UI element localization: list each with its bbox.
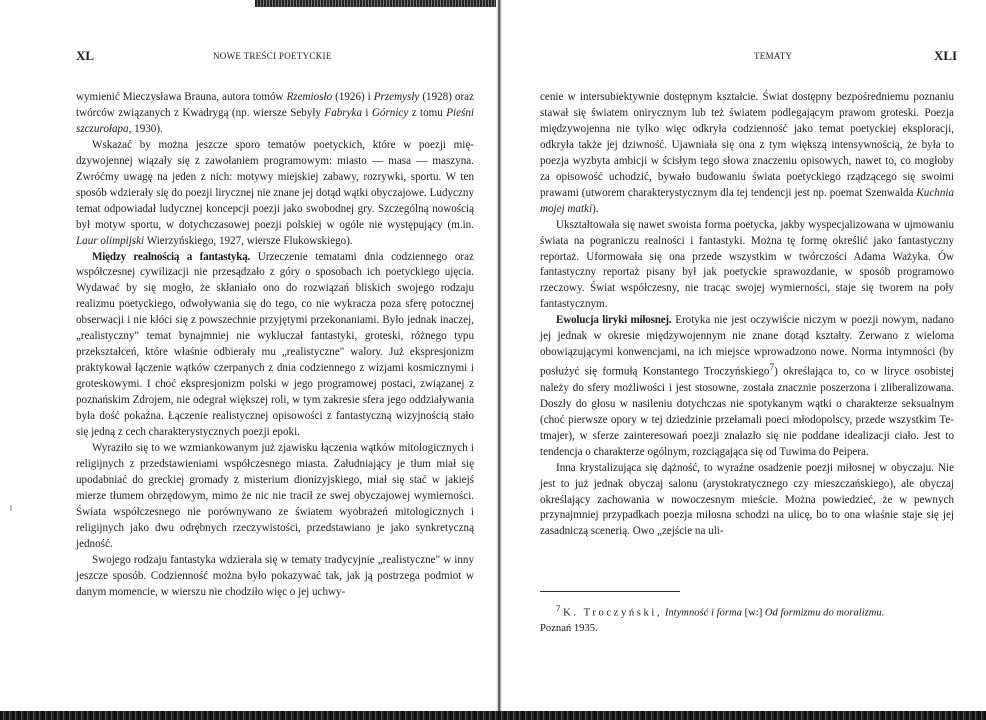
page-number: XLI <box>934 48 958 63</box>
scan-edge-bottom <box>0 711 986 720</box>
running-head: TEMATY <box>754 51 793 61</box>
italic-title: Pieśni szczurołapa, <box>76 106 474 135</box>
paragraph <box>540 313 954 460</box>
italic-title: Kuchnia mojej matki <box>540 186 954 215</box>
text-run: Urzeczenie tematami dnia codziennego oraz współczesnej cywilizacji nie przesądzało z góry o sposobach ich poetyckiego ujęcia. Wydawać by się mogło, że skłaniało ono do rozwiązań bliskich swojego rodzaju realizmu poetyckiego, odwoływania się do tego, co nie wykracza poza sferę potocznej obserwacji i nie kłóci się z powszechnie przyjętymi przekonaniami. Było jednak inaczej, „realistyczny" temat bynajmniej nie wykluczał fantastyki, groteski, różnego typu przekształceń, które właśnie odbierały mu „realistyczne" walory. Już ekspresjonizm praktykował łączenie wątków czerpanych z dnia codziennego z wizjami kosmicznymi i groteskowymi. I choć ekspresjonizm polski w jego programowej postaci, związanej z poznańskim Zdrojem, nie odegrał większej roli, w tym zakresie sfera jego oddziaływania była dość pokaźna. Łączenie realistycznej opisowości z fantastyczną wizyjnością stało się jedną z cech charakterystycznych poezji epoki. <box>76 250 474 439</box>
text-run: ). <box>592 202 599 215</box>
text-run: Ukształtowała się nawet swoista forma poetycka, jakby wyspecjalizowana w ujmowaniu świata na pograniczu realności i fantastyki. Można tę formę określić jako fantastyczny reportaż. Uformowała się ona przede wszystkim w twórczości Adama Ważyka. Ów fantastyczny reportaż pisany był jak poetyckie sprawozdanie, w sposób programowo rzeczowy. Świat współczesny, nie tracąc swojej wymierności, staje się tworem na poły fantastycznym. <box>540 218 954 311</box>
section-run-in-heading: Między realnością a fantastyką. <box>92 250 251 263</box>
text-run: Swojego rodzaju fantastyka wdzierała się w tematy tradycyjnie „realistyczne" w inny jeszcze sposób. Codzienność można było pokazywać tak, jak ją postrzega podmiot w danym momencie, w wierszu nie chodziło więc o jej uchwy- <box>76 553 474 598</box>
italic-title: Przemysły <box>373 91 420 103</box>
text-run: Wskazać by można jeszcze sporo tematów poetyckich, które w poezji międzywojennej wiązały się z zawołaniem programowym: miasto — masa — maszyna. Zwróćmy uwagę na jeden z nich: motywy miejskiej zabawy, rozrywki, sportu. W ten sposób wdzierały się do poezji lirycznej nie znane jej dotąd wątki obyczajowe. Ludyczny temat odpowiadał ludycznej koncepcji poezji jako swobodnej gry. Szczególną nowością był motyw sportu, w dotychczasowej poezji polskiej w ogóle nie występujący (m.in. <box>76 138 474 231</box>
right-page <box>502 0 986 712</box>
running-head: NOWE TREŚCI POETYCKIE <box>213 51 332 61</box>
italic-title: Fabryka <box>324 106 363 119</box>
footnote-title: Intymność i forma <box>664 607 742 619</box>
text-run: Erotyka nie jest oczywiście niczym w poezji nowym, nadano jej jednak w okresie międzywojennym nie znane dotąd kształty. Zerwano z wieloma obowiązującymi konwencjami, na ich miejsce wprowadzono nowe. Norma intymności (by posłużyć się formułą Konstantego Troczyńskiego <box>540 314 955 378</box>
footnote-rule <box>540 591 680 592</box>
paragraph <box>540 218 954 314</box>
paragraph <box>76 90 474 138</box>
paragraph <box>76 553 474 601</box>
italic-title: Laur olimpijski <box>76 234 145 247</box>
paragraph <box>76 441 474 553</box>
footnote-source: Od formizmu do moralizmu. <box>764 607 885 619</box>
footnote <box>540 601 954 636</box>
text-run: Wierzyńskiego, 1927, wiersze Flukowskiego). <box>144 234 353 247</box>
text-run: ) określająca to, co w liryce osobistej należy do sfery możliwości i jest stosowne, została znacznie poszerzona i zliberalizowana. Doszły do głosu w nasileniu dotychczas nie spotykanym wątki o charakterze seksualnym (choć pierwsze opory w tej dziedzinie przełamali poeci młodopolscy, przede wszystkim Tetmajer), w sferze zainteresowań poezji znalazło się nie poddane idealizacji ciało. Jest to tendencja o charakterze ogólnym, rozciągająca się od Tuwima do Peipera. <box>540 365 954 458</box>
footnote-place-year: Poznań 1935. <box>540 622 598 634</box>
footnote-ref: 7 <box>769 363 775 374</box>
page-number: XL <box>76 48 95 63</box>
text-run: Inna krystalizująca się dążność, to wyraźne osadzenie poezji miłosnej w obyczaju. Nie jest to już jednak obyczaj salonu (arystokratycznego czy mieszczańskiego), ale obyczaj określający zachowania w nowoczesnym mieście. Można powiedzieć, że w pewnych przynajmniej przypadkach poezja miłosna schodzi na ulicę, bo to ona właśnie staje się jej zasadniczą scenerią. Owo „zejście na uli- <box>540 461 954 538</box>
text-run: Wyraziło się to we wzmiankowanym już zjawisku łączenia wątków mitologicznych i religijnych z przedstawieniami współczesnego miasta. Załudniający je tłum miał się upodabniać do greckiej gromady z misterium dionizyjskiego, miał się stać w jakiejś mierze tłumem obrzędowym, mimo że nic nie tracił ze swej obyczajowej wymierności. Świata współczesnego nie porównywano ze światem wyobrażeń mitologicznych i religijnych jako dwu odrębnych rzeczywistości, przedstawiano je jako synkretyczną jedność. <box>76 441 474 550</box>
text-run: i <box>362 106 372 119</box>
italic-title: Rzemiosło <box>286 91 333 103</box>
text-run: wymienić Mieczysława Brauna, autora tomów <box>76 91 287 103</box>
paragraph <box>76 138 474 250</box>
section-run-in-heading: Ewolucja liryki miłosnej. <box>556 314 672 327</box>
paragraph <box>540 461 954 541</box>
paragraph <box>76 250 474 441</box>
text-run: cenie w intersubiektywnie dostępnym kształcie. Świat dostępny bezpośredniemu poznaniu stawał się światem onirycznym lub też światem podlegającym prawom groteski. Poezja międzywojenna nie tylko więc odkryła codzienność jako temat poetyckiej eksploracji, odkryła także jej dziwność. Ujawniała się ona z tym większą intensywnością, że była to poezja wyzbyta ambicji w ścisłym tego słowa znaczeniu opisowych, nawet to, co mogłoby za opisowość uchodzić, bywało budowaniu świata poetyckiego rządzącego się swoimi prawami (utworem charakterystycznym dla tej tendencji jest np. poemat Szenwalda <box>540 91 954 199</box>
italic-title: Górnicy <box>371 106 409 119</box>
footnote-mid: [w:] <box>741 607 765 619</box>
text-run: z tomu <box>408 106 447 119</box>
body-text <box>76 90 474 601</box>
body-text <box>540 90 954 540</box>
left-page <box>0 0 496 712</box>
text-run: 1930). <box>131 122 163 135</box>
text-run: (1928) oraz twórców związanych z Kwadrygą (np. wiersze Sebyły <box>76 91 474 119</box>
footnote-number: 7 <box>556 603 561 613</box>
footnote-author: K. Troczyński, <box>563 607 663 619</box>
text-run: (1926) i <box>332 91 374 103</box>
paragraph <box>540 90 954 218</box>
